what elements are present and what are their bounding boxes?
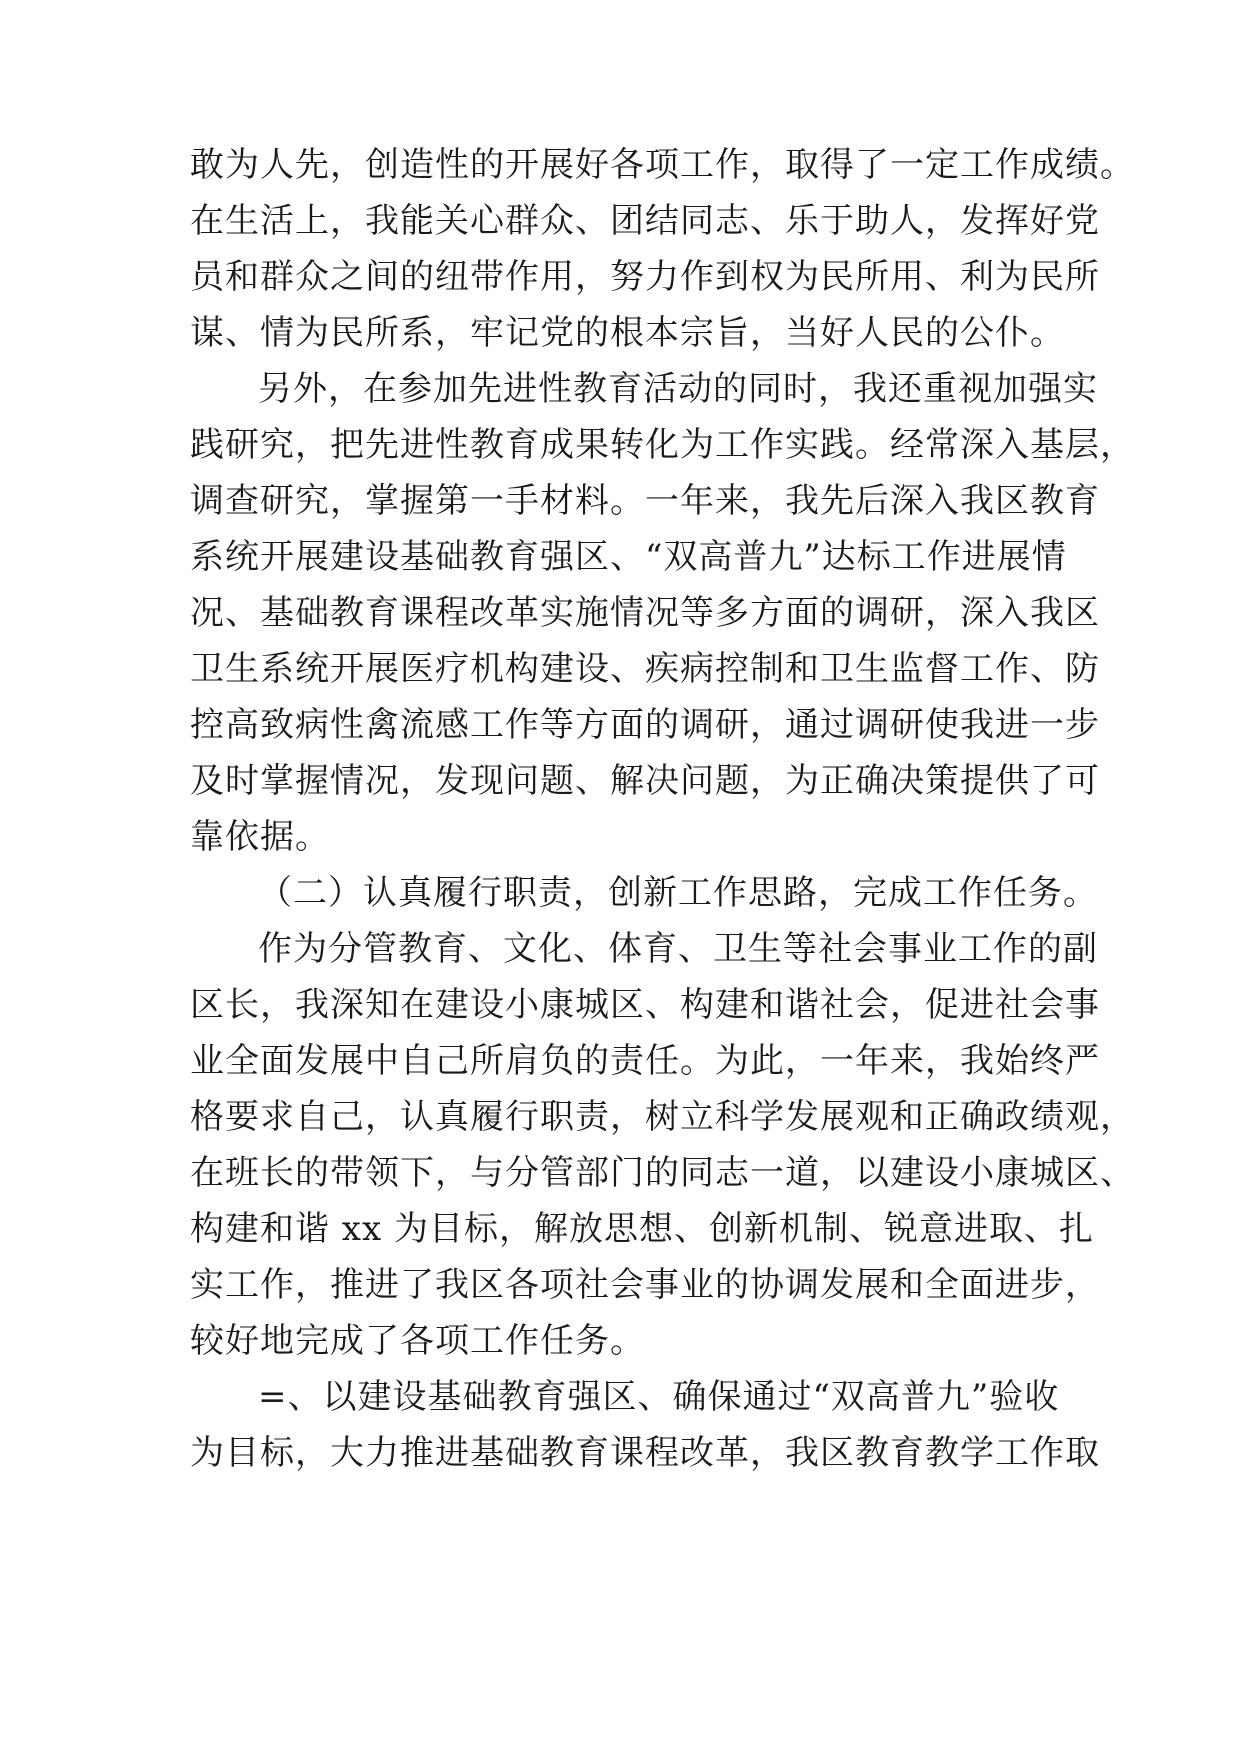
- paragraph-line: 构建和谐 xx 为目标，解放思想、创新机制、锐意进取、扎: [190, 1209, 1094, 1249]
- paragraph-line: 较好地完成了各项工作任务。: [190, 1321, 645, 1361]
- paragraph-line: 系统开展建设基础教育强区、“双高普九”达标工作进展情: [190, 537, 1067, 577]
- paragraph-line: 格要求自己，认真履行职责，树立科学发展观和正确政绩观，: [190, 1097, 1135, 1137]
- paragraph-line: 调查研究，掌握第一手材料。一年来，我先后深入我区教育: [190, 481, 1100, 521]
- paragraph-line: 敢为人先，创造性的开展好各项工作，取得了一定工作成绩。: [190, 145, 1135, 185]
- paragraph-line: 及时掌握情况，发现问题、解决问题，为正确决策提供了可: [190, 761, 1100, 801]
- paragraph-line: 控高致病性禽流感工作等方面的调研，通过调研使我进一步: [190, 705, 1100, 745]
- paragraph-line: 况、基础教育课程改革实施情况等多方面的调研，深入我区: [190, 593, 1100, 633]
- section-heading: （二）认真履行职责，创新工作思路，完成工作任务。: [258, 873, 1098, 913]
- paragraph-line: 另外，在参加先进性教育活动的同时，我还重视加强实: [258, 369, 1098, 409]
- paragraph-line: 员和群众之间的纽带作用，努力作到权为民所用、利为民所: [190, 257, 1100, 297]
- paragraph-line: =、以建设基础教育强区、确保通过“双高普九”验收: [258, 1377, 1060, 1417]
- paragraph-line: 谋、情为民所系，牢记党的根本宗旨，当好人民的公仆。: [190, 313, 1065, 353]
- paragraph-line: 靠依据。: [190, 817, 330, 857]
- paragraph-line: 作为分管教育、文化、体育、卫生等社会事业工作的副: [258, 929, 1098, 969]
- paragraph-line: 业全面发展中自己所肩负的责任。为此，一年来，我始终严: [190, 1041, 1100, 1081]
- paragraph-line: 为目标，大力推进基础教育课程改革，我区教育教学工作取: [190, 1433, 1100, 1473]
- paragraph-line: 区长，我深知在建设小康城区、构建和谐社会，促进社会事: [190, 985, 1100, 1025]
- paragraph-line: 在班长的带领下，与分管部门的同志一道，以建设小康城区、: [190, 1153, 1135, 1193]
- paragraph-line: 卫生系统开展医疗机构建设、疾病控制和卫生监督工作、防: [190, 649, 1100, 689]
- paragraph-line: 实工作，推进了我区各项社会事业的协调发展和全面进步，: [190, 1265, 1100, 1305]
- paragraph-line: 践研究，把先进性教育成果转化为工作实践。经常深入基层，: [190, 425, 1135, 465]
- paragraph-line: 在生活上，我能关心群众、团结同志、乐于助人，发挥好党: [190, 201, 1100, 241]
